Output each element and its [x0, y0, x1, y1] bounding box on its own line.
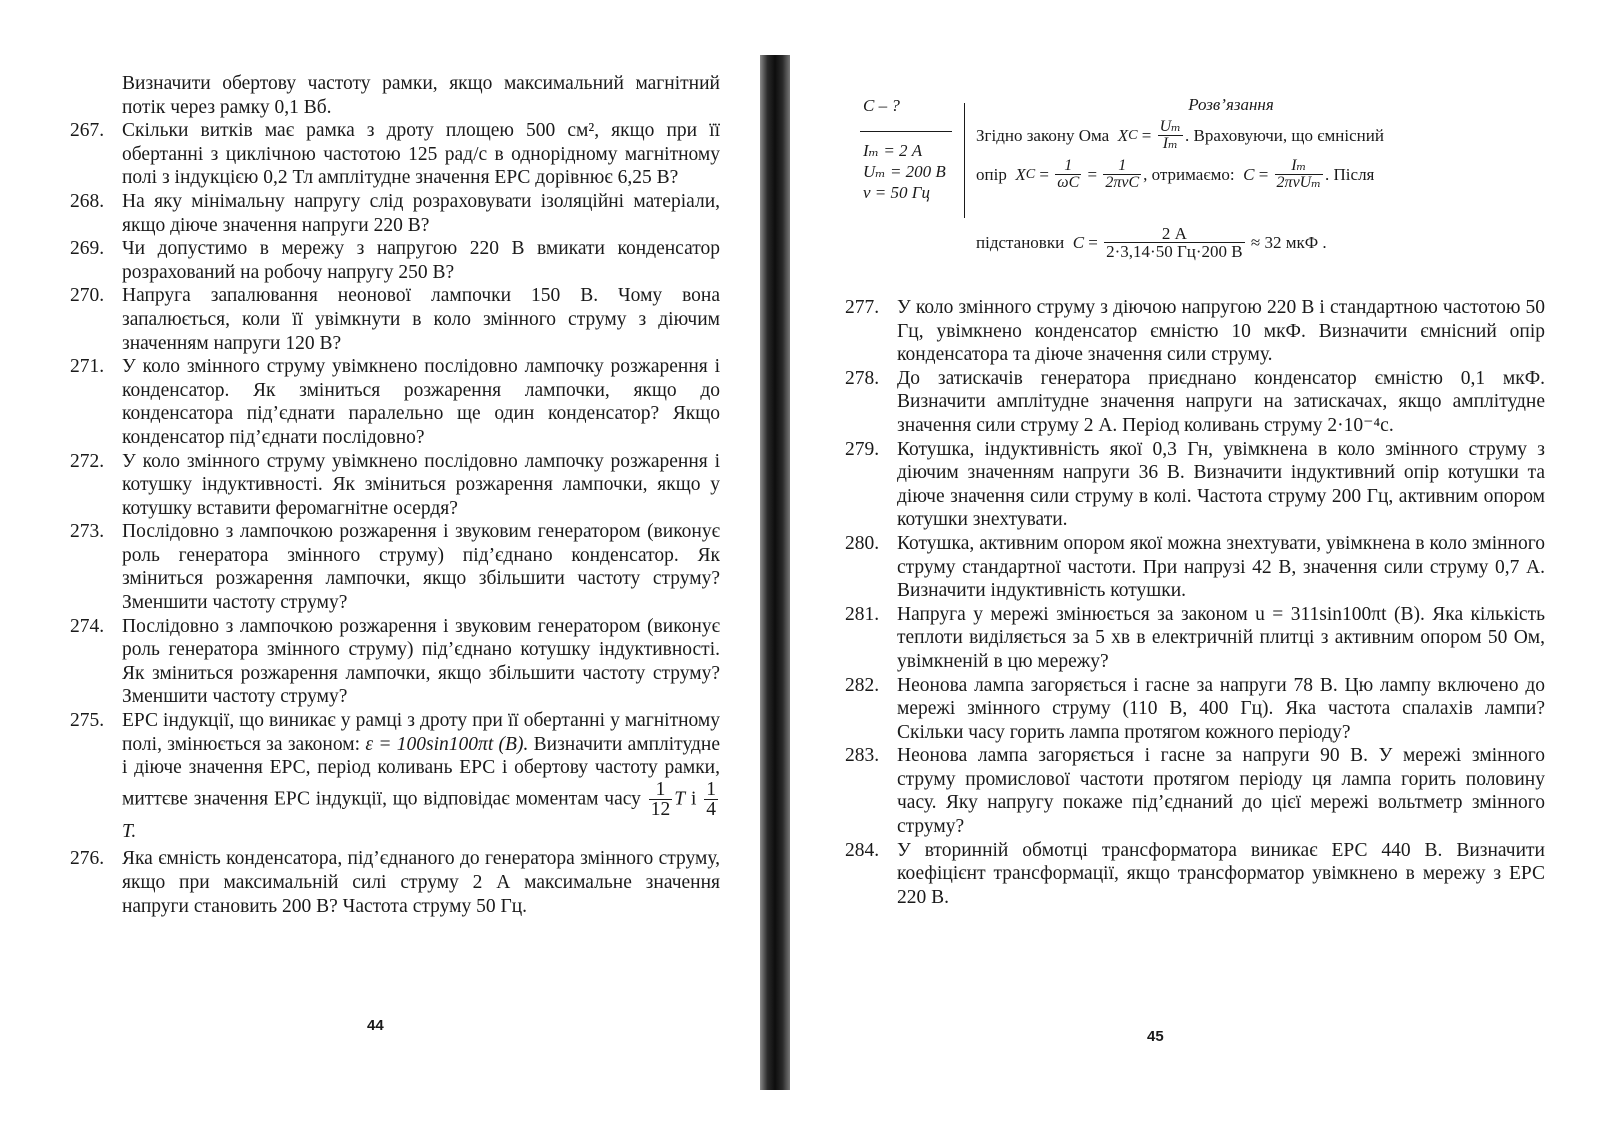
emf-formula: ε = 100sin100πt (В). — [365, 733, 529, 755]
substitution-line: підстановки C = $\frac{2 А}{2\cdot 3,14\cdot 50 Гц\cdot 200 В}$ ≈ 32 мкФ . — [976, 224, 1327, 261]
problem-279 — [845, 438, 1545, 532]
solution-body — [976, 95, 1486, 197]
capacitive-reactance-line: опір X C = $\frac{1}{\omega C}$ = $\frac{1}{\text{2πνC}}$ , отримаємо: C = $\frac{\text{Iₘ}}{\text{2πνUₘ}}$ . Після — [976, 157, 1375, 191]
problem-number: 282. — [845, 674, 880, 696]
problem-270 — [70, 284, 720, 355]
problem-text: Визначити амплітудне і діюче значення ЕРС, період коливань ЕРС і обертову частоту рамки, миттєве значення ЕРС індукції, що відповідає моментам часу — [122, 733, 720, 810]
problem-277 — [845, 296, 1545, 367]
problem-number: 271. — [70, 356, 105, 378]
problem-text: Неонова лампа загоряється і гасне за напруги 78 В. Цю лампу включено до мережі змінного струму (110 В, 400 Гц). Яка частота спалахів лампи? Скільки часу горить лампа протягом кожного періоду? — [897, 674, 1545, 743]
problem-text: ЕРС індукції, що виникає у рамці з дроту при її обертанні у магнітному полі, змінюється за законом: — [122, 710, 720, 755]
problem-text: Визначити обертову частоту рамки, якщо максимальний магнітний потік через рамку 0,1 Вб. — [122, 73, 720, 118]
given-divider — [860, 131, 952, 132]
problem-text: У коло змінного струму увімкнено послідовно лампочку розжарення і конденсатор. Як зміниться розжарення лампочки, якщо до конденсатора під’єднати паралельно ще один конденсатор? Якщо конденсатор під’єднати послідовно? — [122, 356, 720, 448]
given-frequency: ν = 50 Гц — [863, 183, 930, 202]
problem-275: 275. ЕРС індукції, що виникає у рамці з дроту при її обертанні у магнітному полі, змінюється за законом: ε = 100sin100πt (В). Визначити амплітудне і діюче значення ЕРС, період коливань ЕРС і обертову частоту рамки, миттєве значення ЕРС індукції, що відповідає моментам часу $\frac{1}{12}$ T і $\frac{1}{4}$ T. — [70, 710, 720, 842]
problem-number: 284. — [845, 839, 880, 861]
problem-number: 269. — [70, 238, 105, 260]
problem-number: 278. — [845, 367, 880, 389]
problem-text: Неонова лампа загоряється і гасне за напруги 90 В. У мережі змінного струму промислової частоти протягом періоду ця лампа горить половину часу. Яку напругу покаже під’єднаний до цієї мережі вольтметр змінного струму? — [897, 745, 1545, 838]
problem-text: Послідовно з лампочкою розжарення і звуковим генератором (виконує роль генератора змінного струму) під’єднано котушку індуктивності. Як зміниться розжарення лампочки, якщо збільшити частоту струму? Зменшити частоту струму? — [122, 615, 720, 708]
problem-text: Чи допустимо в мережу з напругою 220 В вмикати конденсатор розрахований на робочу напругу 250 В? — [122, 238, 720, 283]
problem-284 — [845, 839, 1545, 910]
left-page — [0, 0, 760, 1133]
ohm-law-line: Згідно закону Ома X C = $\frac{\text{Uₘ}}{\text{Iₘ}}$ . Враховуючи, що ємнісний — [976, 118, 1384, 152]
given-voltage: Uₘ = 200 В — [863, 162, 946, 181]
problem-text: Скільки витків має рамка з дроту площею 500 см², якщо при її обертанні з циклічною частотою 125 рад/с в однорідному магнітному полі з індукцією 0,2 Тл амплітудне значення ЕРС дорівнює 6,25 В? — [122, 120, 720, 189]
unknown-quantity: C – ? — [863, 96, 900, 115]
problem-number: 276. — [70, 848, 105, 870]
problem-number: 281. — [845, 603, 880, 625]
problem-text: Послідовно з лампочкою розжарення і звуковим генератором (виконує роль генератора змінного струму) під’єднано конденсатор. Як зміниться розжарення лампочки, якщо збільшити частоту струму? Зменшити частоту струму? — [122, 521, 720, 614]
given-block — [860, 95, 962, 203]
problem-280 — [845, 532, 1545, 603]
problem-text: Котушка, активним опором якої можна знехтувати, увімкнена в коло змінного струму стандартної частоти. При напрузі 42 В, значення сили струму 0,7 А. Визначити індуктивність котушки. — [897, 532, 1545, 602]
given-separator-line — [964, 103, 965, 218]
problem-text: У вторинній обмотці трансформатора виникає ЕРС 440 В. Визначити коефіцієнт трансформації, якщо трансформатор увімкнено в мережу з ЕРС 220 В. — [897, 839, 1545, 908]
problem-number: 280. — [845, 532, 880, 554]
fraction-one-twelfth: $\frac{1}{12}$ — [650, 778, 671, 821]
problem-276 — [70, 847, 720, 918]
problem-number: 273. — [70, 521, 105, 543]
problem-text: У коло змінного струму з діючою напругою 220 В і стандартною частотою 50 Гц, увімкнено конденсатор ємністю 10 мкФ. Визначити ємнісний опір конденсатора та діюче значення сили струму. — [897, 297, 1545, 366]
problem-272 — [70, 450, 720, 521]
left-problem-list — [70, 72, 720, 918]
worked-solution — [860, 95, 1480, 275]
problem-282 — [845, 674, 1545, 745]
problem-number: 275. — [70, 710, 105, 732]
right-page — [790, 0, 1600, 1133]
problem-text: У коло змінного струму увімкнено послідовно лампочку розжарення і котушку індуктивності. Як зміниться розжарення лампочки, якщо у котушку вставити феромагнітне осердя? — [122, 450, 720, 519]
problem-text: Напруга у мережі змінюється за законом u = 311sin100πt (В). Яка кількість теплоти виділяється за 5 хв в електричній плитці з активним опором 50 Ом, увімкненій в цю мережу? — [897, 603, 1545, 672]
fraction-one-over-2pi-nu-c: $\frac{1}{\text{2πνC}}$ — [1105, 157, 1140, 191]
problem-number: 268. — [70, 190, 105, 212]
problem-number: 283. — [845, 745, 880, 767]
problem-text: На яку мінімальну напругу слід розраховувати ізоляційні матеріали, якщо діюче значення напруги 220 В? — [122, 190, 720, 236]
page-number: 45 — [1147, 1028, 1164, 1045]
problem-number: 279. — [845, 438, 880, 460]
problem-268 — [70, 190, 720, 237]
fraction-one-quarter: $\frac{1}{4}$ — [706, 778, 717, 821]
page-number: 44 — [367, 1017, 384, 1034]
problem-number: 267. — [70, 120, 105, 142]
problem-text: Котушка, індуктивність якої 0,3 Гн, увімкнена в коло змінного струму з діючим значенням напруги 36 В. Визначити індуктивний опір котушки та діюче значення сили струму в колі. Частота струму 200 Гц, активним опором котушки знехтувати. — [897, 438, 1545, 531]
problem-278 — [845, 367, 1545, 438]
problem-text: Напруга запалювання неонової лампочки 150 В. Чому вона запалюється, коли її увімкнути в коло змінного струму з діючим значенням напруги 120 В? — [122, 285, 720, 354]
problem-text: До затискачів генератора приєднано конденсатор ємністю 0,1 мкФ. Визначити амплітудне значення напруги на затискачах, якщо амплітудне значення сили струму 2 А. Період коливань струму 2·10⁻⁴с. — [897, 367, 1545, 436]
problem-266-continuation — [70, 72, 720, 119]
problem-283 — [845, 744, 1545, 838]
right-problem-list — [845, 296, 1545, 909]
solution-title: Розв’язання — [1188, 95, 1274, 114]
problem-number: 272. — [70, 450, 105, 472]
problem-number: 274. — [70, 615, 105, 637]
fraction-capacitance: $\frac{\text{Iₘ}}{\text{2πνUₘ}}$ — [1276, 157, 1322, 191]
fraction-one-over-omega-c: $\frac{1}{\omega C}$ — [1057, 157, 1080, 191]
problem-number: 277. — [845, 297, 880, 318]
problem-281 — [845, 603, 1545, 674]
problem-273 — [70, 520, 720, 614]
fraction-um-over-im: $\frac{\text{Uₘ}}{\text{Iₘ}}$ — [1159, 118, 1181, 152]
problem-text: Яка ємність конденсатора, під’єднаного до генератора змінного струму, якщо при максимальній силі струму 2 А максимальне значення напруги становить 200 В? Частота струму 50 Гц. — [122, 848, 720, 917]
problem-269 — [70, 237, 720, 284]
book-spine-shadow — [760, 55, 790, 1090]
problem-271 — [70, 355, 720, 449]
problem-274 — [70, 615, 720, 709]
fraction-substitution: $\frac{2 А}{2\cdot 3,14\cdot 50 Гц\cdot 200 В}$ — [1106, 224, 1243, 261]
problem-number: 270. — [70, 285, 105, 307]
problem-267 — [70, 119, 720, 190]
given-current: Iₘ = 2 А — [863, 141, 923, 160]
